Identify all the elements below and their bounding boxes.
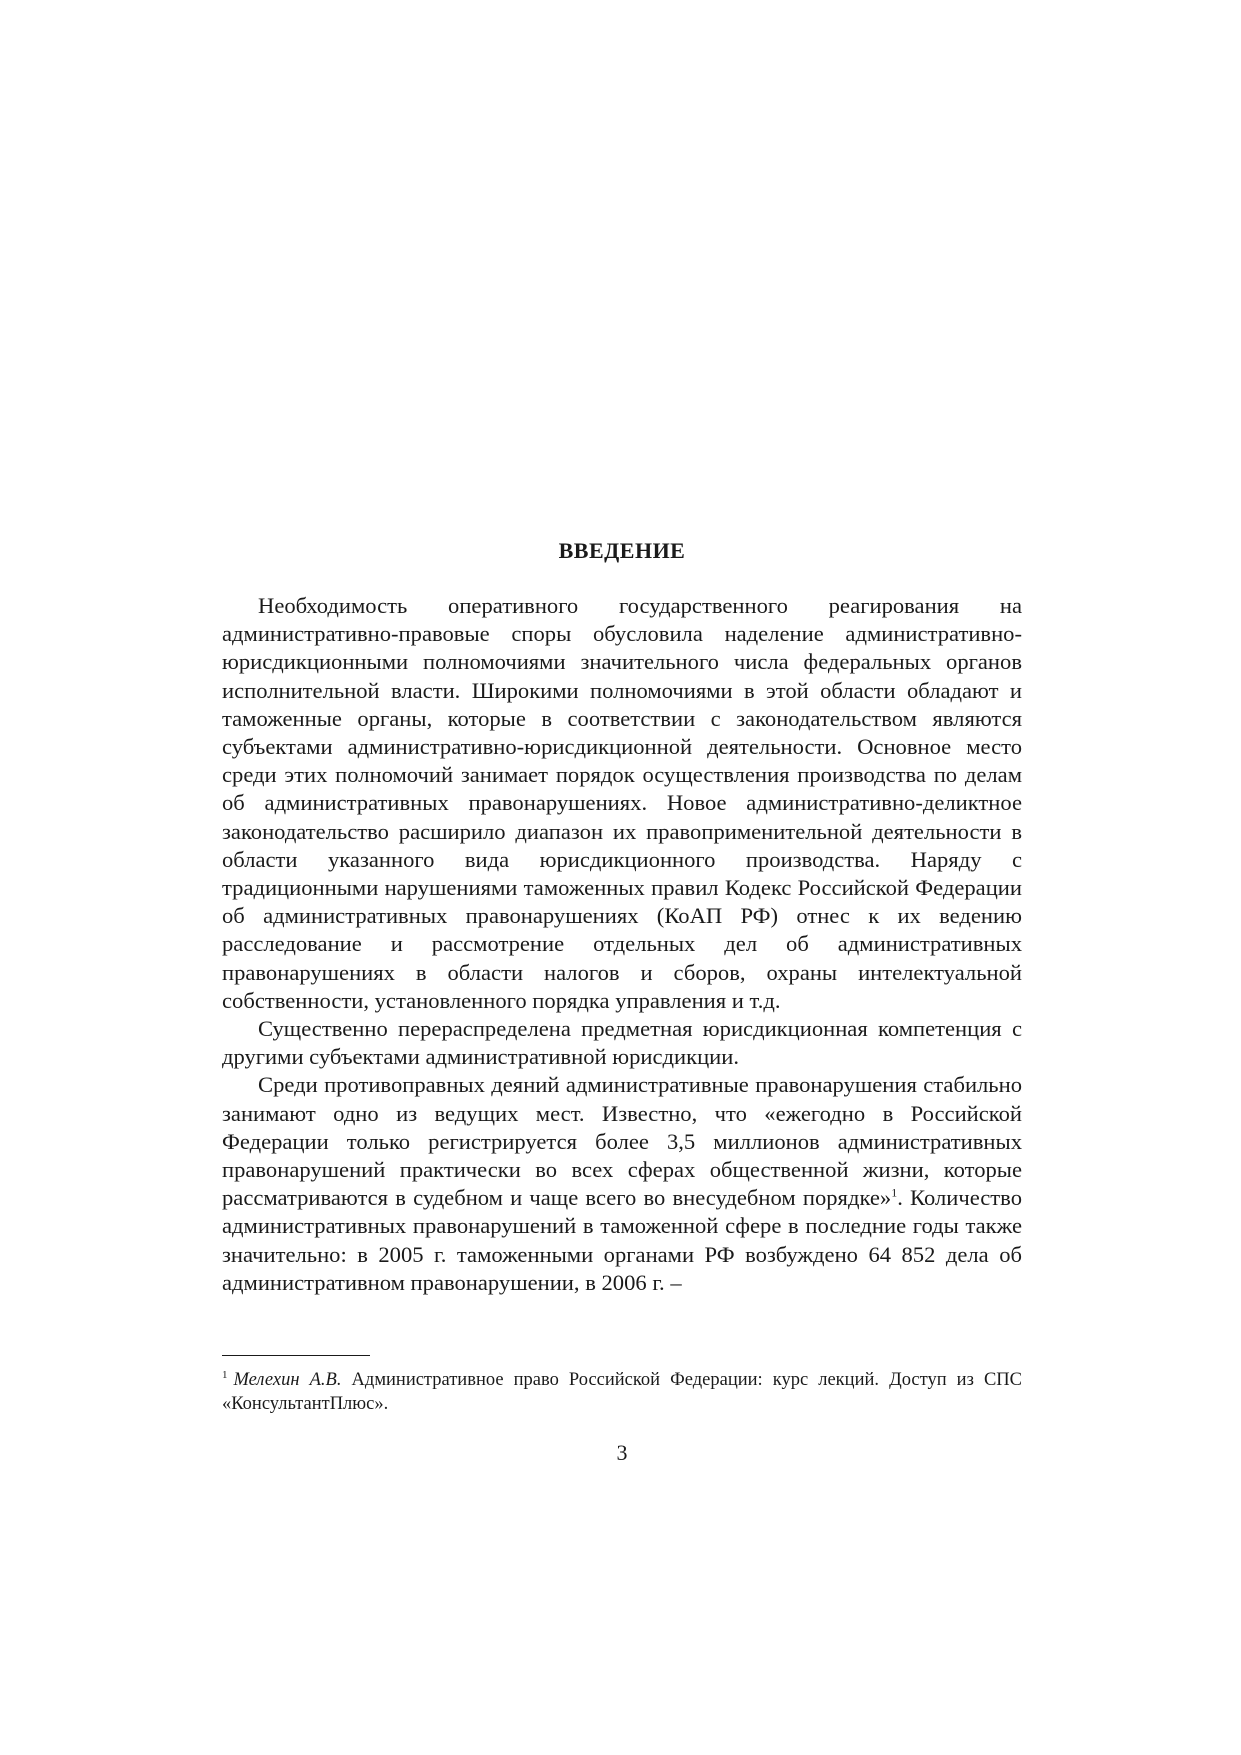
paragraph-3 [222, 1071, 1022, 1297]
chapter-heading: ВВЕДЕНИЕ [558, 538, 686, 563]
footnote-author: Мелехин А.В. [233, 1370, 342, 1390]
paragraph-1: Необходимость оперативного государственного реагирования на административно-правовые споры обусловила наделение административно-юрисдикционными полномочиями значительного числа федеральных органов исполнительной власти. Широкими полномочиями в этой области обладают и таможенные органы, которые в соответствии с законодательством являются субъектами административно-юрисдикционной деятельности. Основное место среди этих полномочий занимает порядок осуществления производства по делам об административных правонарушениях. Новое административно-деликтное законодательство расширило диапазон их правоприменительной деятельности в области указанного вида юрисдикционного производства. Наряду с традиционными нарушениями таможенных правил Кодекс Российской Федерации об административных правонарушениях (КоАП РФ) отнес к их ведению расследование и рассмотрение отдельных дел об административных правонарушениях в области налогов и сборов, охраны интелектуальной собственности, установленного порядка управления и т.д. [222, 593, 1022, 1013]
footnote-text: Административное право Российской Федерации: курс лекций. Доступ из СПС «КонсультантПлюс». [222, 1370, 1022, 1414]
body-text [222, 592, 1022, 1297]
footnote [222, 1368, 1022, 1416]
page-number: 3 [616, 1440, 628, 1465]
paragraph-3-text-a: Среди противоправных деяний административные правонарушения стабильно занимают одно из ведущих мест. Известно, что «ежегодно в Российской Федерации только регистрируется более 3,5 миллионов административных правонарушений практически во всех сферах общественной жизни, которые рассматриваются в судебном и чаще всего во внесудебном порядке» [222, 1072, 1022, 1211]
footnote-mark: 1 [222, 1368, 228, 1381]
paragraph-2: Существенно перераспределена предметная юрисдикционная компетенция с другими субъектами административной юрисдикции. [222, 1016, 1022, 1070]
footnote-divider [222, 1355, 370, 1356]
footnote-reference[interactable]: 1 [891, 1185, 898, 1200]
paragraph-3-text-b: . Количество административных правонарушений в таможенной сфере в последние годы также значительно: в 2005 г. таможенными органами РФ возбуждено 64 852 дела об административном правонарушении, в 2006 г. – [222, 1185, 1022, 1295]
